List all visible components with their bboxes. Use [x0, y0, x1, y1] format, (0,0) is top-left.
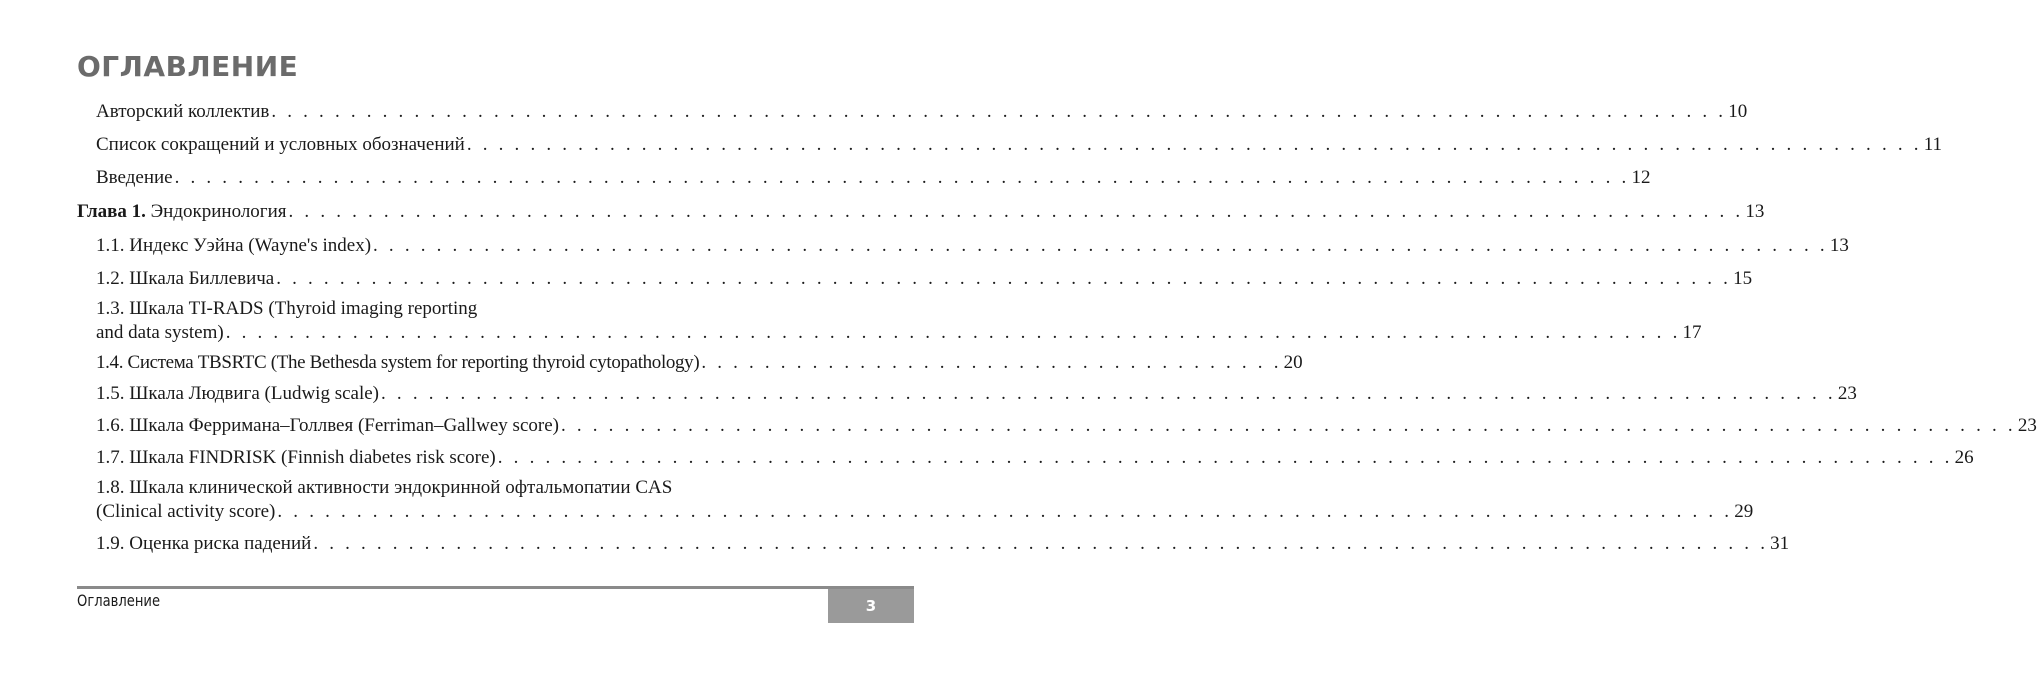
toc-entry-page: 13	[1829, 235, 1849, 256]
toc-entry-label	[77, 200, 287, 224]
toc-entry-1-3[interactable]	[96, 321, 1702, 345]
toc-entry-page: 23	[2017, 415, 2037, 436]
toc-entry-label: 1.1. Индекс Уэйна (Wayne's index)	[96, 235, 372, 256]
toc-entry-1-5[interactable]	[96, 382, 1857, 406]
toc-entry-label: 1.6. Шкала Ферримана–Голлвея (Ferriman–Gallwey score)	[96, 415, 559, 436]
dot-leader: . . . . . . . . . . . . . . . . . . . . . . . . . . . . . . . . . . . . . . . . . . . . . . . . . . . . . . . . . . . . . . . . . . . . . . . . . . . . . . . . . . . . . . . . . . . .	[497, 447, 1953, 468]
toc-entry-1-9[interactable]	[96, 532, 1790, 556]
toc-entry-label: 1.5. Шкала Людвига (Ludwig scale)	[96, 383, 380, 404]
dot-leader: . . . . . . . . . . . . . . . . . . . . . . . . . . . . . . . . . . . . . . . . . . . . . . . . . . . . . . . . . . . . . . . . . . . . . . . . . . . . . . . . . . . . . . . . . . . .	[277, 501, 1733, 522]
toc-entry-1-4[interactable]	[96, 351, 1303, 375]
toc-entry-1-3-line1: 1.3. Шкала TI-RADS (Thyroid imaging reporting	[96, 298, 478, 319]
dot-leader: . . . . . . . . . . . . . . . . . . . . . . . . . . . . . . . . . . . . .	[701, 352, 1282, 373]
footer-section-title: Оглавление	[77, 591, 161, 610]
dot-leader: . . . . . . . . . . . . . . . . . . . . . . . . . . . . . . . . . . . . . . . . . . . . . . . . . . . . . . . . . . . . . . . . . . . . . . . . . . . . . . . . . . . . . . . . . . . .	[225, 322, 1681, 343]
toc-entry-1-7[interactable]	[96, 446, 1974, 470]
toc-entry-page: 13	[1745, 201, 1765, 222]
dot-leader: . . . . . . . . . . . . . . . . . . . . . . . . . . . . . . . . . . . . . . . . . . . . . . . . . . . . . . . . . . . . . . . . . . . . . . . . . . . . . . . . . . . . . . . . . . . .	[373, 235, 1828, 256]
toc-entry-introduction[interactable]	[96, 166, 1651, 190]
toc-entry-label: and data system)	[96, 322, 224, 343]
toc-entry-page: 11	[1923, 134, 1942, 155]
toc-entry-page: 23	[1837, 383, 1857, 404]
dot-leader: . . . . . . . . . . . . . . . . . . . . . . . . . . . . . . . . . . . . . . . . . . . . . . . . . . . . . . . . . . . . . . . . . . . . . . . . . . . . . . . . . . . . . . . . . . . .	[381, 383, 1836, 404]
page-title: ОГЛАВЛЕНИЕ	[77, 50, 299, 83]
toc-entry-authors[interactable]	[96, 100, 1748, 124]
toc-entry-label: Список сокращений и условных обозначений	[96, 134, 465, 155]
toc-entry-abbreviations[interactable]	[96, 133, 1942, 157]
dot-leader: . . . . . . . . . . . . . . . . . . . . . . . . . . . . . . . . . . . . . . . . . . . . . . . . . . . . . . . . . . . . . . . . . . . . . . . . . . . . . . . . . . . . . . . . . . . .	[466, 134, 1922, 155]
page-number-badge: 3	[828, 589, 914, 623]
toc-entry-label: 1.9. Оценка риска падений	[96, 533, 312, 554]
dot-leader: . . . . . . . . . . . . . . . . . . . . . . . . . . . . . . . . . . . . . . . . . . . . . . . . . . . . . . . . . . . . . . . . . . . . . . . . . . . . . . . . . . . . . . . . . . . .	[288, 201, 1744, 222]
toc-entry-1-6[interactable]	[96, 414, 2037, 438]
toc-entry-page: 12	[1631, 167, 1651, 188]
dot-leader: . . . . . . . . . . . . . . . . . . . . . . . . . . . . . . . . . . . . . . . . . . . . . . . . . . . . . . . . . . . . . . . . . . . . . . . . . . . . . . . . . . . . . . . . . . . .	[313, 533, 1769, 554]
toc-entry-label: Введение	[96, 167, 173, 188]
toc-entry-page: 31	[1770, 533, 1790, 554]
chapter-title: Эндокринология	[145, 201, 287, 222]
toc-entry-label: 1.2. Шкала Биллевича	[96, 268, 275, 289]
toc-entry-chapter-1[interactable]	[77, 200, 1765, 224]
toc-entry-page: 17	[1682, 322, 1702, 343]
toc-entry-page: 29	[1734, 501, 1754, 522]
chapter-number: Глава 1.	[77, 201, 146, 222]
toc-entry-label: 1.4. Система TBSRTC (The Bethesda system for reporting thyroid cytopathology)	[96, 352, 700, 373]
toc-entry-page: 20	[1283, 352, 1303, 373]
toc-entry-page: 26	[1954, 447, 1974, 468]
footer-divider	[77, 586, 914, 589]
toc-entry-page: 10	[1728, 101, 1748, 122]
toc-entry-label: 1.7. Шкала FINDRISK (Finnish diabetes risk score)	[96, 447, 496, 468]
toc-entry-1-2[interactable]	[96, 267, 1753, 291]
toc-entry-page: 15	[1733, 268, 1753, 289]
dot-leader: . . . . . . . . . . . . . . . . . . . . . . . . . . . . . . . . . . . . . . . . . . . . . . . . . . . . . . . . . . . . . . . . . . . . . . . . . . . . . . . . . . . . . . . . . . . .	[174, 167, 1630, 188]
toc-entry-1-8-line1: 1.8. Шкала клинической активности эндокринной офтальмопатии CAS	[96, 477, 673, 498]
dot-leader: . . . . . . . . . . . . . . . . . . . . . . . . . . . . . . . . . . . . . . . . . . . . . . . . . . . . . . . . . . . . . . . . . . . . . . . . . . . . . . . . . . . . . . . . . . . .	[560, 415, 2016, 436]
toc-entry-1-8[interactable]	[96, 500, 1754, 524]
toc-entry-label: Авторский коллектив	[96, 101, 270, 122]
dot-leader: . . . . . . . . . . . . . . . . . . . . . . . . . . . . . . . . . . . . . . . . . . . . . . . . . . . . . . . . . . . . . . . . . . . . . . . . . . . . . . . . . . . . . . . . . . . .	[271, 101, 1727, 122]
toc-entry-label: (Clinical activity score)	[96, 501, 276, 522]
toc-entry-1-1[interactable]	[96, 234, 1849, 258]
dot-leader: . . . . . . . . . . . . . . . . . . . . . . . . . . . . . . . . . . . . . . . . . . . . . . . . . . . . . . . . . . . . . . . . . . . . . . . . . . . . . . . . . . . . . . . . . . . .	[276, 268, 1732, 289]
